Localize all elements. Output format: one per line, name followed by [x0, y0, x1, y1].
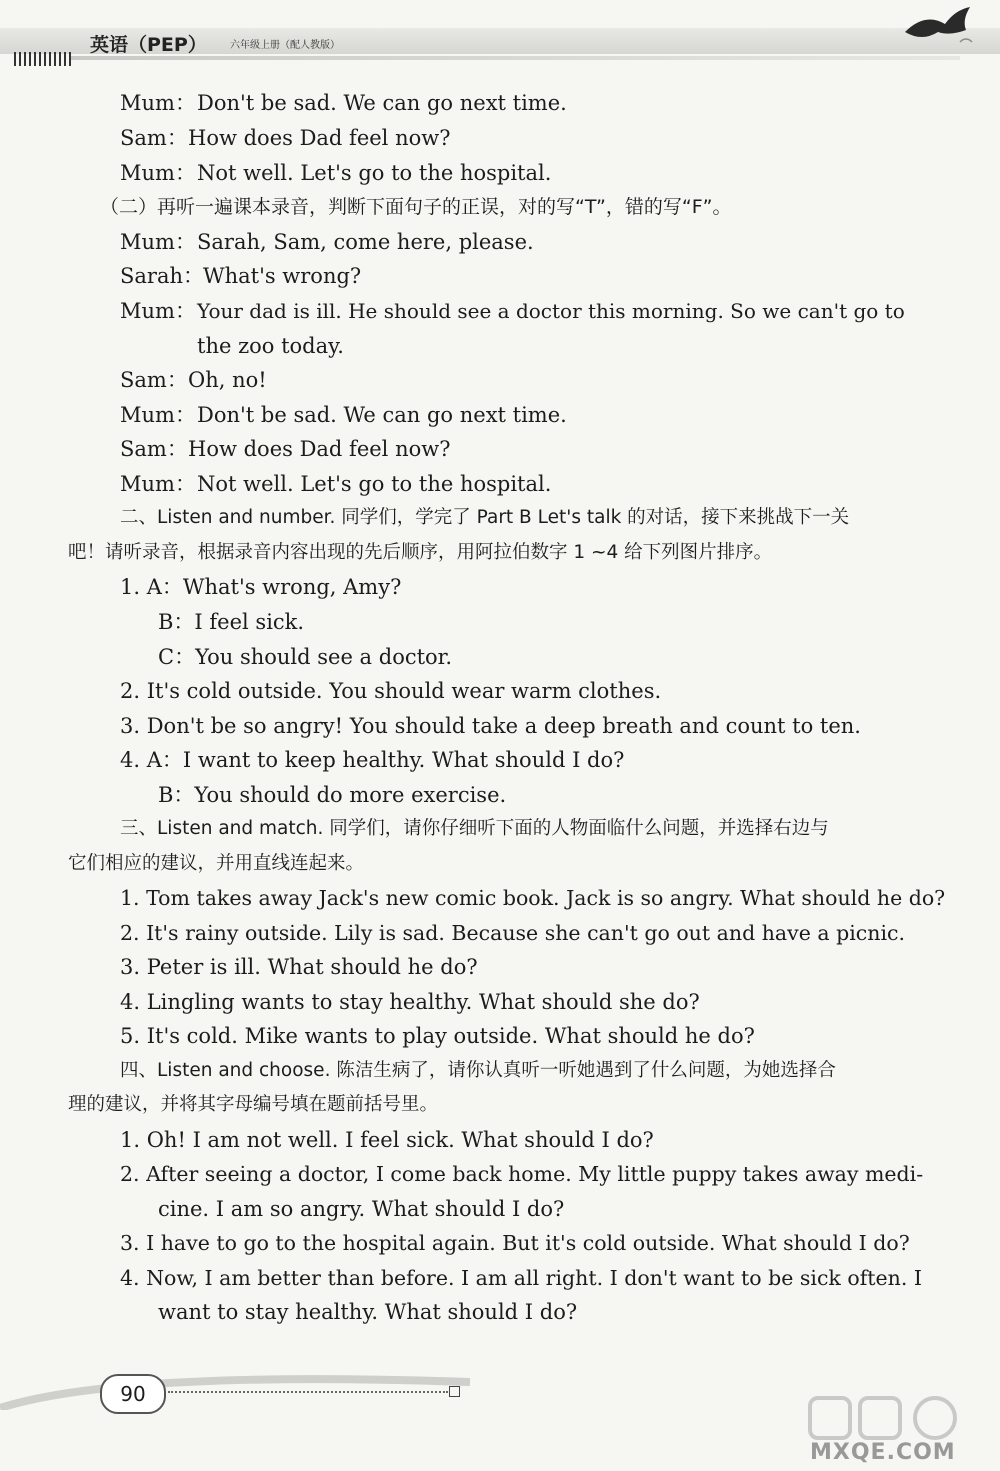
line-text: How does Dad feel now? — [188, 437, 451, 461]
section-instruction: （二）再听一遍课本录音，判断下面句子的正误，对的写“T”，错的写“F”。 — [100, 196, 732, 218]
section-heading-continued: 理的建议，并将其字母编号填在题前括号里。 — [68, 1094, 439, 1115]
speaker: Mum： — [120, 403, 196, 427]
list-item: 4. Lingling wants to stay healthy. What should she do? — [120, 990, 700, 1014]
bird-ornament-icon — [900, 2, 980, 52]
list-item-continued: want to stay healthy. What should I do? — [158, 1300, 578, 1324]
list-item-sub: B：You should do more exercise. — [158, 783, 507, 807]
list-item: 2. It's cold outside. You should wear warm clothes. — [120, 679, 662, 703]
list-item: 3. I have to go to the hospital again. But it's cold outside. What should I do? — [120, 1231, 910, 1255]
watermark-text: MXQE.COM — [810, 1440, 956, 1465]
list-item-continued: cine. I am so angry. What should I do? — [158, 1197, 565, 1221]
dialogue-line — [120, 88, 567, 118]
line-text: Not well. Let's go to the hospital. — [197, 472, 552, 496]
speaker: Sam： — [120, 437, 188, 461]
footer-swoosh — [0, 1370, 470, 1410]
dialogue-line — [120, 158, 551, 188]
speaker: Mum： — [120, 161, 196, 185]
dialogue-line — [120, 296, 905, 326]
line-text: Sarah, Sam, come here, please. — [197, 230, 534, 254]
section-heading: 四、Listen and choose. 陈洁生病了，请你认真听一听她遇到了什么问题，为她选择合 — [120, 1060, 836, 1081]
list-item: 1. A：What's wrong, Amy? — [120, 575, 402, 599]
list-item: 3. Peter is ill. What should he do? — [120, 955, 478, 979]
dialogue-line — [120, 400, 567, 430]
subject-title: 英语（PEP） — [90, 34, 207, 56]
dialogue-line — [120, 261, 361, 291]
footer-square-icon — [449, 1386, 460, 1397]
section-heading-continued: 吧！请听录音，根据录音内容出现的先后顺序，用阿拉伯数字 1 ~4 给下列图片排序。 — [68, 542, 773, 563]
section-heading: 三、Listen and match. 同学们，请你仔细听下面的人物面临什么问题，并选择右边与 — [120, 818, 829, 839]
speaker: Sam： — [120, 368, 188, 392]
list-item: 2. It's rainy outside. Lily is sad. Because she can't go out and have a picnic. — [120, 921, 906, 945]
header-stripes — [14, 52, 74, 66]
list-item-sub: C：You should see a doctor. — [158, 645, 453, 669]
dialogue-line — [120, 469, 551, 499]
dialogue-line — [120, 123, 450, 153]
speaker: Mum： — [120, 91, 196, 115]
list-item: 2. After seeing a doctor, I come back home. My little puppy takes away medi- — [120, 1162, 924, 1186]
section-heading: 二、Listen and number. 同学们，学完了 Part B Let's talk 的对话，接下来挑战下一关 — [120, 507, 850, 528]
dialogue-line-continued: the zoo today. — [197, 334, 344, 358]
page-number: 90 — [100, 1374, 166, 1414]
line-text: How does Dad feel now? — [188, 126, 451, 150]
speaker: Mum： — [120, 299, 196, 323]
grade-label: 六年级上册（配人教版） — [230, 40, 340, 51]
dialogue-line — [120, 434, 450, 464]
dialogue-line — [120, 365, 267, 395]
line-text: Oh, no! — [188, 368, 267, 392]
list-item-sub: B：I feel sick. — [158, 610, 305, 634]
speaker: Mum： — [120, 472, 196, 496]
list-item: 4. A：I want to keep healthy. What should I do? — [120, 748, 625, 772]
line-text: Don't be sad. We can go next time. — [197, 403, 567, 427]
line-text: Your dad is ill. He should see a doctor this morning. So we can't go to — [197, 299, 905, 323]
dialogue-line — [120, 227, 534, 257]
list-item: 4. Now, I am better than before. I am all right. I don't want to be sick often. I — [120, 1266, 922, 1290]
page-header — [0, 0, 1000, 70]
speaker: Mum： — [120, 230, 196, 254]
line-text: What's wrong? — [203, 264, 362, 288]
list-item: 1. Tom takes away Jack's new comic book. Jack is so angry. What should he do? — [120, 886, 946, 910]
list-item: 5. It's cold. Mike wants to play outside. What should he do? — [120, 1024, 755, 1048]
speaker: Sarah： — [120, 264, 204, 288]
list-item: 1. Oh! I am not well. I feel sick. What should I do? — [120, 1128, 654, 1152]
section-heading-continued: 它们相应的建议，并用直线连起来。 — [68, 853, 365, 874]
line-text: Not well. Let's go to the hospital. — [197, 161, 552, 185]
list-item: 3. Don't be so angry! You should take a deep breath and count to ten. — [120, 714, 861, 738]
line-text: Don't be sad. We can go next time. — [197, 91, 567, 115]
footer-dotted-rule — [168, 1391, 448, 1393]
speaker: Sam： — [120, 126, 188, 150]
